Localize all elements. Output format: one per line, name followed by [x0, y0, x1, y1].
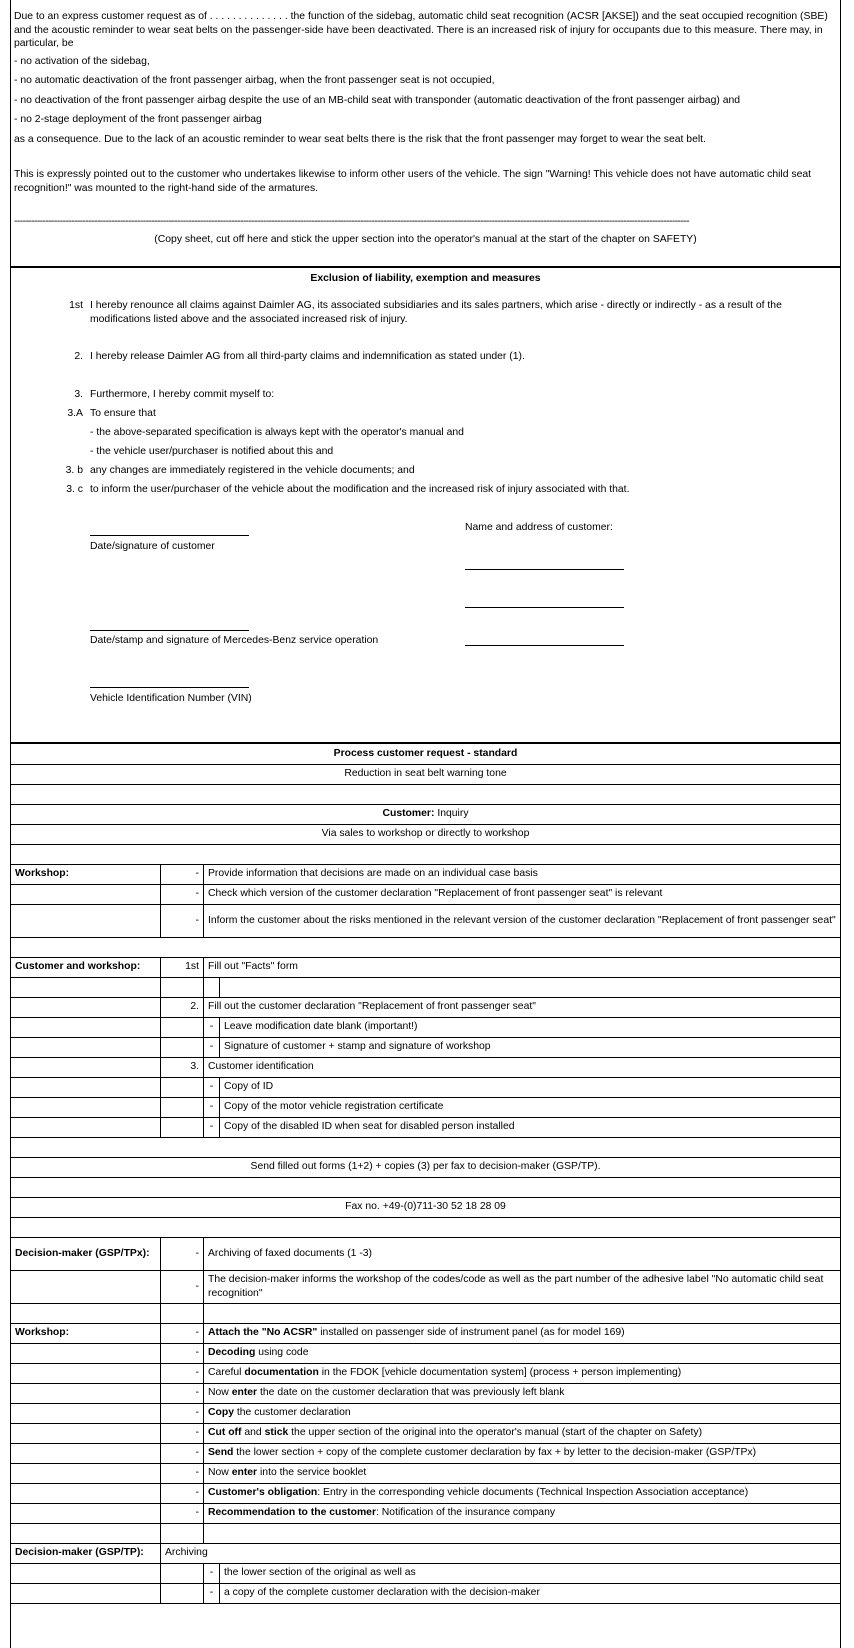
- workshop-label: Workshop:: [11, 864, 161, 884]
- intro-paragraph: This is expressly pointed out to the customer who undertakes likewise to inform other users of the vehicle. The sign "Warning! This vehicle does not have automatic child seat recognition!" was mounted to the right-hand side of the armatures.: [14, 169, 812, 194]
- step-text: Customer identification: [204, 1057, 841, 1077]
- workshop-item: Provide information that decisions are made on an individual case basis: [204, 864, 841, 884]
- dash: -: [161, 1463, 204, 1483]
- process-table: [10, 744, 841, 1604]
- dash: -: [161, 1363, 204, 1383]
- item-text: any changes are immediately registered in the vehicle documents; and: [90, 465, 415, 476]
- intro-bullet: - no deactivation of the front passenger airbag despite the use of an MB-child seat with transponder (automatic deactivation of the front passenger airbag) and: [14, 94, 741, 106]
- dash: -: [161, 1270, 204, 1303]
- step-number: 3.: [161, 1057, 204, 1077]
- decision-maker-label: Decision-maker (GSP/TPx):: [11, 1237, 161, 1270]
- dash: -: [161, 1383, 204, 1403]
- dash: -: [204, 1017, 220, 1037]
- item-number: 3.: [74, 389, 83, 400]
- cut-line: --------------------------------------------------------------------------------------------------------------------------------------------------------------------------------------------------------------------------------------------: [14, 216, 689, 227]
- dash: -: [204, 1583, 220, 1603]
- dash: -: [161, 864, 204, 884]
- decision-maker-item: The decision-maker informs the workshop of the codes/code as well as the part number of the adhesive label "No automatic child seat recognition": [204, 1270, 841, 1303]
- customer-signature-label: Date/signature of customer: [90, 541, 215, 552]
- intro-bullet: - no automatic deactivation of the front passenger airbag, when the front passenger seat is not occupied,: [14, 75, 495, 86]
- spacer-row: [11, 937, 841, 957]
- intro-section: [10, 0, 841, 268]
- customer-value: Inquiry: [434, 808, 469, 820]
- item-text: - the above-separated specification is always kept with the operator's manual and: [90, 427, 464, 438]
- dash: -: [161, 1323, 204, 1343]
- step-number: 1st: [161, 957, 204, 977]
- workshop2-item: Customer's obligation: Entry in the corresponding vehicle documents (Technical Inspection Association acceptance): [204, 1483, 841, 1503]
- sub-step: Copy of ID: [220, 1077, 841, 1097]
- item-text: To ensure that: [90, 408, 156, 419]
- intro-paragraph: Due to an express customer request as of . . . . . . . . . . . . . . the function of the sidebag, automatic child seat recognition (ACSR [AKSE]) and the seat occupied recognition (SBE) and the acoustic reminder to wear seat belts on the passenger-side have been deactivated. There is an increased risk of injury for occupants due to this measure. There may, in particular, be: [14, 11, 828, 49]
- workshop2-item: Attach the "No ACSR" installed on passenger side of instrument panel (as for model 169): [204, 1323, 841, 1343]
- item-text: I hereby renounce all claims against Daimler AG, its associated subsidiaries and its sales partners, which arise - directly or indirectly - as a result of the modifications listed above and the associated increased risk of injury.: [90, 300, 782, 325]
- address-line: [465, 645, 624, 646]
- dash: -: [161, 1403, 204, 1423]
- item-number: 3. b: [65, 465, 83, 476]
- address-line: [465, 569, 624, 570]
- dash: -: [161, 1483, 204, 1503]
- dash: -: [204, 1037, 220, 1057]
- sub-step: Copy of the disabled ID when seat for disabled person installed: [220, 1117, 841, 1137]
- item-number: 2.: [74, 351, 83, 362]
- step-number: 2.: [161, 997, 204, 1017]
- item-text: - the vehicle user/purchaser is notified about this and: [90, 446, 334, 457]
- dash: -: [204, 1117, 220, 1137]
- item-number: 1st: [69, 300, 83, 311]
- customer-workshop-label: Customer and workshop:: [11, 957, 161, 977]
- workshop2-item: Cut off and stick the upper section of the original into the operator's manual (start of the chapter on Safety): [204, 1423, 841, 1443]
- item-text: to inform the user/purchaser of the vehicle about the modification and the increased risk of injury associated with that.: [90, 484, 630, 495]
- sub-step: Leave modification date blank (important!): [220, 1017, 841, 1037]
- workshop2-item: Copy the customer declaration: [204, 1403, 841, 1423]
- dash: -: [161, 1237, 204, 1270]
- intro-bullet: - no activation of the sidebag,: [14, 55, 150, 67]
- decision-maker-item: Archiving of faxed documents (1 -3): [204, 1237, 841, 1270]
- workshop-item: Inform the customer about the risks mentioned in the relevant version of the customer declaration "Replacement of front passenger seat": [204, 904, 841, 937]
- intro-bullet: - no 2-stage deployment of the front passenger airbag: [14, 114, 262, 125]
- spacer-row: [11, 1137, 841, 1157]
- name-address-label: Name and address of customer:: [465, 522, 613, 533]
- vin-label: Vehicle Identification Number (VIN): [90, 693, 252, 704]
- signature-line: [90, 535, 249, 536]
- decision-maker2-value: Archiving: [161, 1543, 841, 1563]
- signature-line: [90, 630, 249, 631]
- item-number: 3.A: [67, 408, 83, 419]
- dash: -: [161, 1503, 204, 1523]
- workshop2-item: Careful documentation in the FDOK [vehicle documentation system] (process + person implementing): [204, 1363, 841, 1383]
- workshop2-label: Workshop:: [11, 1323, 161, 1343]
- spacer-row: [11, 1217, 841, 1237]
- dash: -: [161, 884, 204, 904]
- item-text: Furthermore, I hereby commit myself to:: [90, 389, 275, 400]
- customer-label: Customer:: [382, 808, 435, 820]
- intro-paragraph: as a consequence. Due to the lack of an acoustic reminder to wear seat belts there is the risk that the front passenger may forget to wear the seat belt.: [14, 133, 706, 145]
- archive-item: the lower section of the original as well as: [220, 1563, 841, 1583]
- customer-sub: Via sales to workshop or directly to workshop: [11, 824, 841, 844]
- dash: -: [204, 1563, 220, 1583]
- workshop2-item: Now enter into the service booklet: [204, 1463, 841, 1483]
- workshop2-item: Recommendation to the customer: Notification of the insurance company: [204, 1503, 841, 1523]
- sub-step: Copy of the motor vehicle registration certificate: [220, 1097, 841, 1117]
- send-instruction: Send filled out forms (1+2) + copies (3) per fax to decision-maker (GSP/TP).: [11, 1157, 841, 1177]
- dash: -: [161, 1343, 204, 1363]
- item-number: 3. c: [66, 484, 83, 495]
- dash: -: [204, 1077, 220, 1097]
- archive-item: a copy of the complete customer declaration with the decision-maker: [220, 1583, 841, 1603]
- workshop2-item: Decoding using code: [204, 1343, 841, 1363]
- workshop-item: Check which version of the customer declaration "Replacement of front passenger seat" is relevant: [204, 884, 841, 904]
- workshop2-item: Now enter the date on the customer declaration that was previously left blank: [204, 1383, 841, 1403]
- workshop2-item: Send the lower section + copy of the complete customer declaration by fax + by letter to the decision-maker (GSP/TPx): [204, 1443, 841, 1463]
- decision-maker2-label: Decision-maker (GSP/TP):: [11, 1543, 161, 1563]
- spacer-row: [11, 1177, 841, 1197]
- customer-row: [11, 804, 841, 824]
- step-text: Fill out "Facts" form: [204, 957, 841, 977]
- liability-title: Exclusion of liability, exemption and measures: [310, 273, 541, 284]
- service-signature-label: Date/stamp and signature of Mercedes-Benz service operation: [90, 635, 379, 646]
- address-line: [465, 607, 624, 608]
- spacer-row: [11, 844, 841, 864]
- dash: -: [161, 1443, 204, 1463]
- item-text: I hereby release Daimler AG from all third-party claims and indemnification as stated under (1).: [90, 351, 525, 362]
- process-subtitle: Reduction in seat belt warning tone: [11, 764, 841, 784]
- step-text: Fill out the customer declaration "Replacement of front passenger seat": [204, 997, 841, 1017]
- spacer-row: [11, 784, 841, 804]
- dash: -: [161, 1423, 204, 1443]
- dash: -: [161, 904, 204, 937]
- vin-line: [90, 687, 249, 688]
- sub-step: Signature of customer + stamp and signature of workshop: [220, 1037, 841, 1057]
- dash: -: [204, 1097, 220, 1117]
- copy-note: (Copy sheet, cut off here and stick the upper section into the operator's manual at the start of the chapter on SAFETY): [154, 234, 697, 245]
- liability-section: [10, 268, 841, 744]
- fax-number: Fax no. +49-(0)711-30 52 18 28 09: [11, 1197, 841, 1217]
- process-title: Process customer request - standard: [11, 744, 841, 764]
